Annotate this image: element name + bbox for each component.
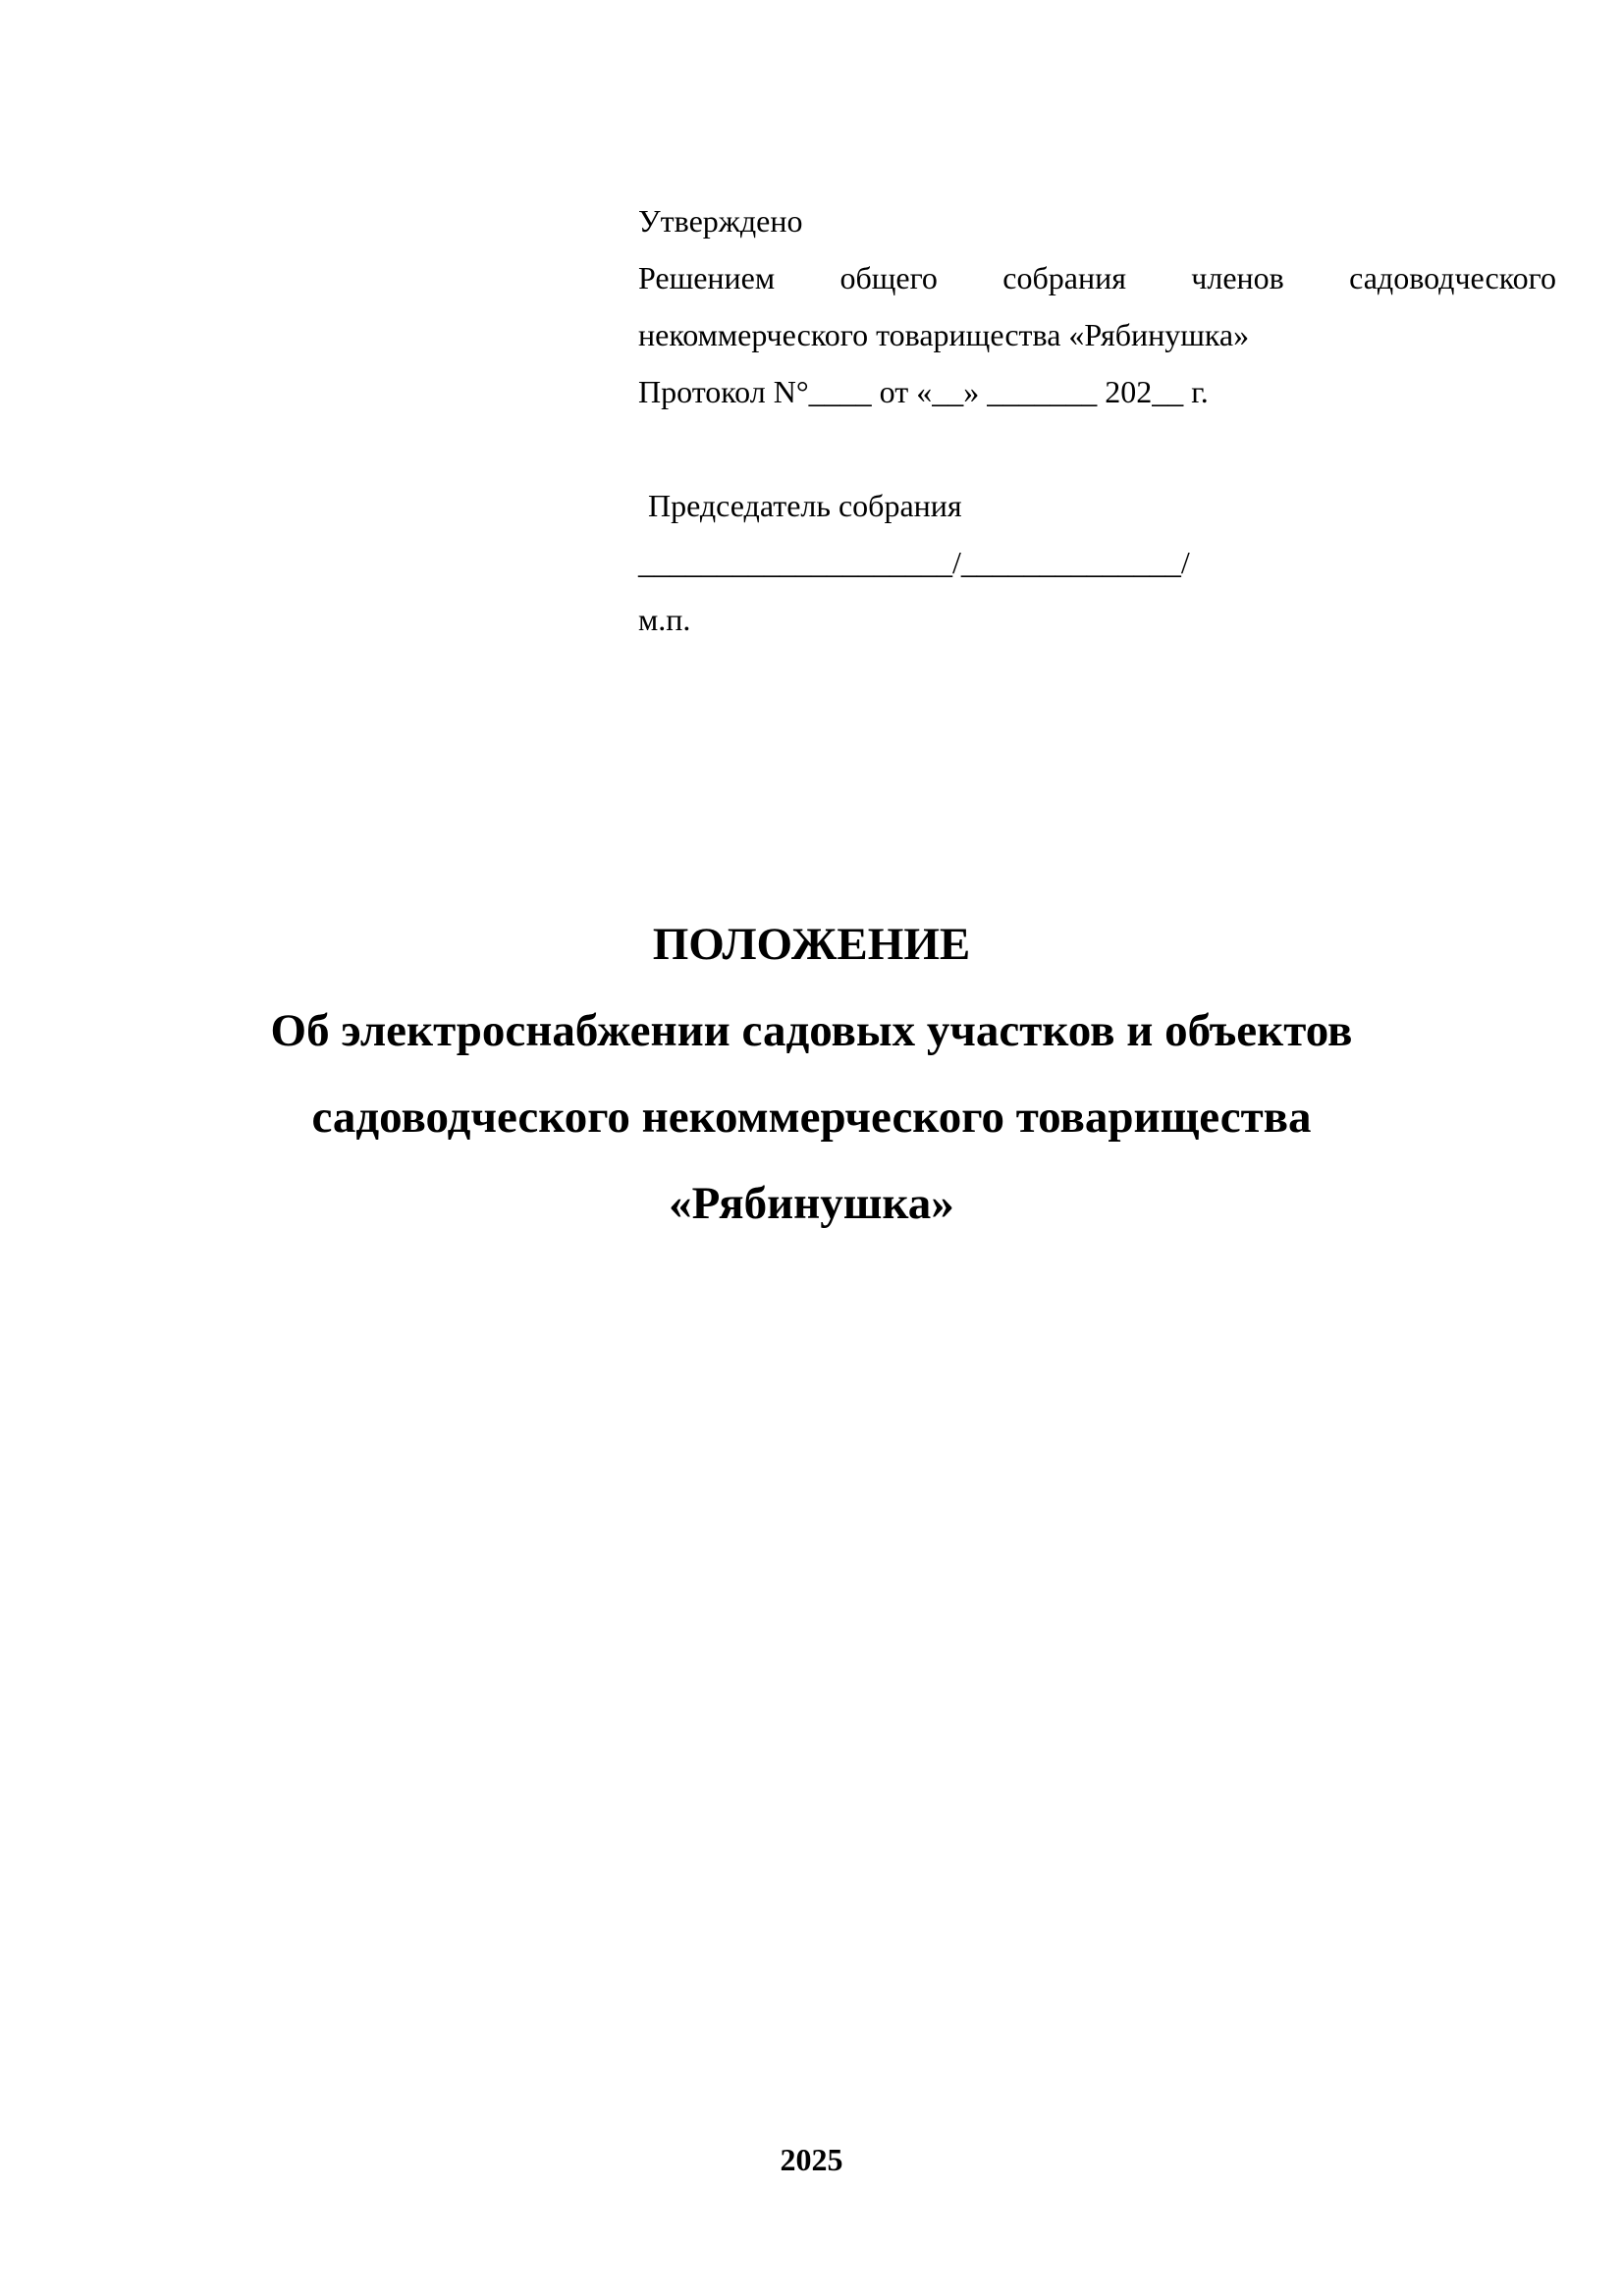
title-line-2: садоводческого некоммерческого товарищества	[311, 1092, 1312, 1143]
decision-line-2: некоммерческого товарищества «Рябинушка»	[638, 317, 1250, 352]
approved-label: Утверждено	[638, 203, 803, 239]
title-line-3: «Рябинушка»	[669, 1178, 954, 1229]
title-heading: ПОЛОЖЕНИЕ	[652, 919, 971, 970]
spacer	[638, 420, 1556, 477]
chair-label: Председатель собрания	[648, 488, 962, 523]
decision-line-1: Решением общего собрания членов садоводческого	[638, 260, 1556, 295]
seal-mark: м.п.	[638, 602, 691, 637]
title-line-1: Об электроснабжении садовых участков и объектов	[270, 1005, 1353, 1056]
approval-block	[638, 192, 1556, 648]
signature-line: ____________________/______________/	[638, 545, 1190, 580]
protocol-line: Протокол N°____ от «__» _______ 202__ г.	[638, 374, 1209, 409]
document-title	[0, 901, 1623, 1247]
document-year: 2025	[780, 2142, 843, 2177]
